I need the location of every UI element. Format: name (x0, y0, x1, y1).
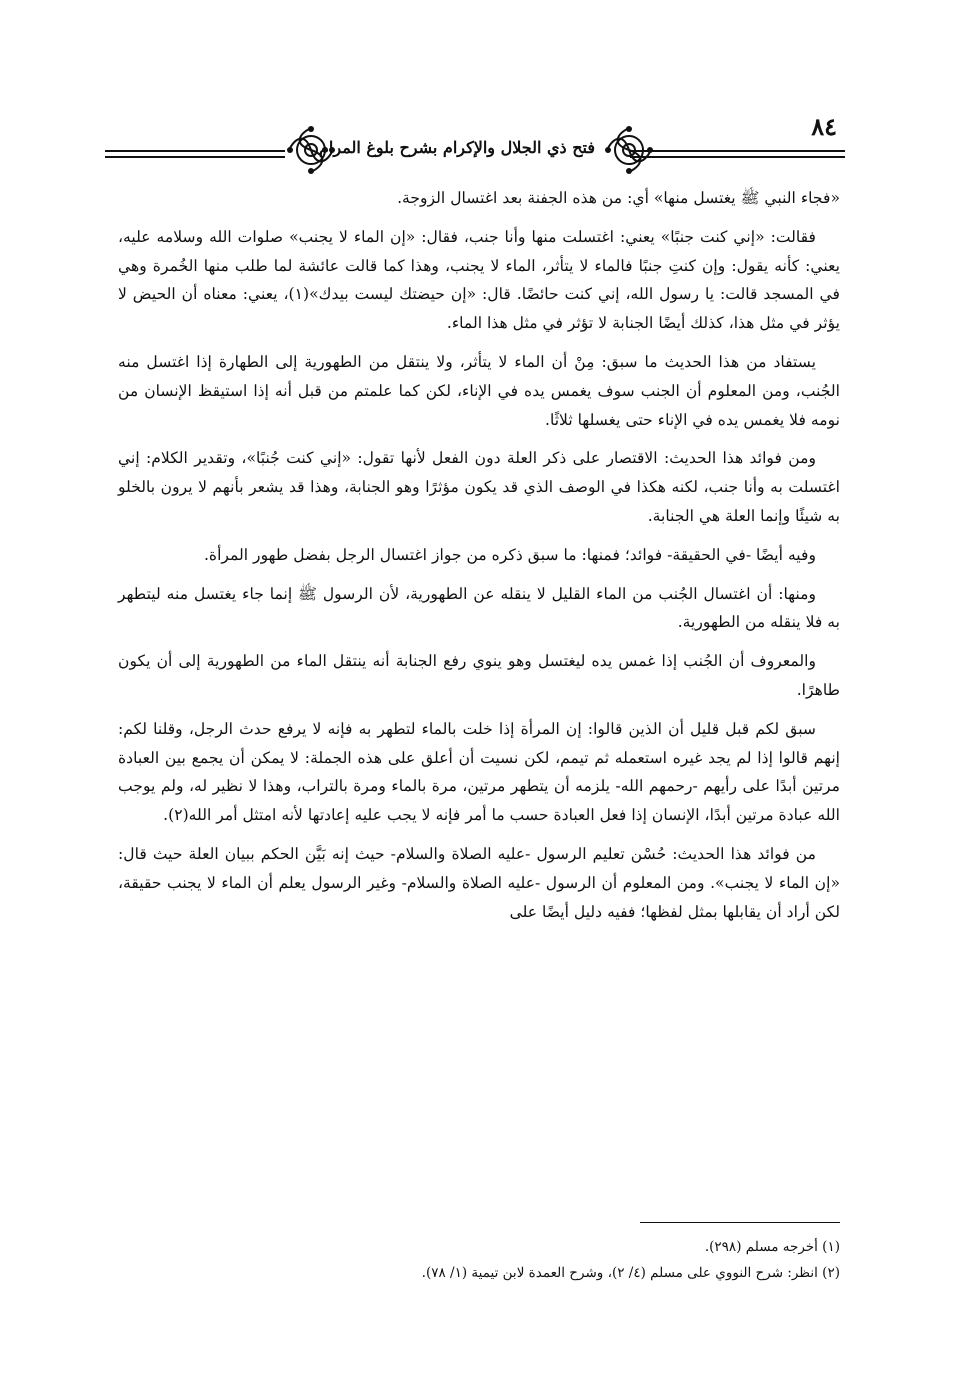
paragraph: ومنها: أن اغتسال الجُنب من الماء القليل لا ينقله عن الطهورية، لأن الرسول ﷺ إنما جاء يغتسل منه ليتطهر به فلا ينقله من الطهورية. (118, 584, 840, 632)
paragraph: والمعروف أن الجُنب إذا غمس يده ليغتسل وهو ينوي رفع الجنابة أنه ينتقل الماء من الطهورية إلى أن يكون طاهرًا. (118, 652, 840, 699)
paragraph: من فوائد هذا الحديث: حُسْن تعليم الرسول -عليه الصلاة والسلام- حيث إنه بَيَّن الحكم ببيان العلة حيث قال: «إن الماء لا يجنب». ومن المعلوم أن الرسول -عليه الصلاة والسلام- وغير الرسول يعلم أن الماء لا يجنب حقيقة، لكن أراد أن يقابلها بمثل لفظها؛ ففيه دليل أيضًا على (118, 844, 840, 921)
paragraph: يستفاد من هذا الحديث ما سبق: مِنْ أن الماء لا يتأثر، ولا ينتقل من الطهورية إلى الطهارة إذا اغتسل منه الجُنب، ومن المعلوم أن الجنب سوف يغمس يده في الإناء، لكن كما علمتم من قبل أنه إذا استيقظ الإنسان من نومه فلا يغمس يده في الإناء حتى يغسلها ثلاثًا. (118, 352, 840, 429)
footnote: (٢) انظر: شرح النووي على مسلم (٤/ ٢)، وشرح العمدة لابن تيمية (١/ ٧٨). (421, 1265, 840, 1281)
paragraph: ومن فوائد هذا الحديث: الاقتصار على ذكر العلة دون الفعل لأنها تقول: «إني كنت جُنبًا»، وتقدير الكلام: إني اغتسلت به وأنا جنب، لكنه هكذا في الوصف الذي قد يكون مؤثرًا وهو الجنابة، وهذا قد يشعر بأنهم لا يرون بالخلو به شيئًا وإنما العلة هي الجنابة. (118, 449, 840, 525)
page-number: ٨٤ (811, 112, 837, 141)
paragraph: سبق لكم قبل قليل أن الذين قالوا: إن المرأة إذا خلت بالماء لتطهر به فإنه لا يرفع حدث الرجل، وقلنا لكم: إنهم قالوا إذا لم يجد غيره استعمله ثم تيمم، لكن نسيت أن أعلق على هذه الجملة: لا يمكن أن يجمع بين العبادة مرتين أبدًا على رأيهم -رحمهم الله- يلزمه أن يتطهر مرتين، مرة بالماء ومرة بالتراب، وهذا لا نظير له، ولم يوجب الله عبادة مرتين أبدًا، الإنسان إذا فعل العبادة حسب ما أمر فإنه لا يجب عليه إعادتها لأنه امتثل أمر الله(٢). (118, 719, 840, 825)
paragraph: فقالت: «إني كنت جنبًا» يعني: اغتسلت منها وأنا جنب، فقال: «إن الماء لا يجنب» صلوات الله وسلامه عليه، يعني: كأنه يقول: وإن كنتِ جنبًا فالماء لا يتأثر، الماء لا يجنب، وهذا كما قالت عائشة لما طلب منها الخُمرة وهي في المسجد قالت: يا رسول الله، إني كنت حائضًا. قال: «إن حيضتك ليست بيدك»(١)، يعني: معناه أن الحيض لا يؤثر في مثل هذا، كذلك أيضًا الجنابة لا تؤثر في مثل هذا الماء. (118, 227, 840, 333)
footnotes (118, 1234, 840, 1286)
paragraph: وفيه أيضًا -في الحقيقة- فوائد؛ فمنها: ما سبق ذكره من جواز اغتسال الرجل بفضل طهور المرأة. (203, 545, 816, 564)
header-rule (105, 150, 285, 152)
body-text (118, 184, 840, 936)
header-rule (105, 156, 285, 158)
header-rule (630, 150, 845, 152)
header-rule (630, 156, 845, 158)
footnote-divider (640, 1222, 840, 1223)
paragraph: «فجاء النبي ﷺ يغتسل منها» أي: من هذه الجفنة بعد اغتسال الزوجة. (397, 189, 840, 207)
footnote: (١) أخرجه مسلم (٢٩٨). (704, 1239, 840, 1255)
running-title: فتح ذي الجلال والإكرام بشرح بلوغ المرام (319, 138, 595, 157)
page-header (105, 112, 845, 182)
ornament-icon (603, 124, 655, 176)
